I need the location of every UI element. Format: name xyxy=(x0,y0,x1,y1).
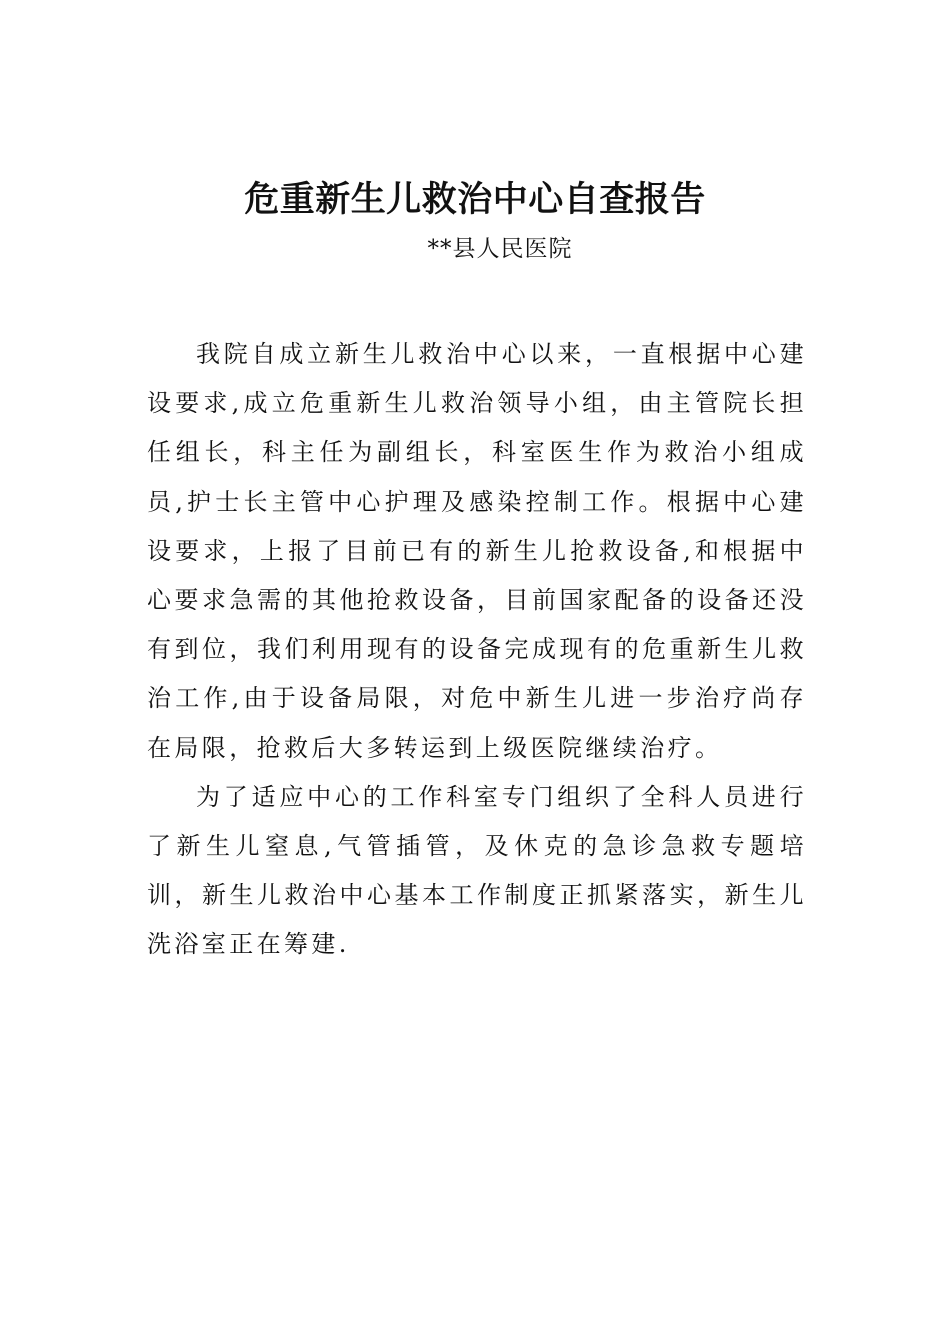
document-subtitle: **县人民医院 xyxy=(427,236,573,262)
document-body xyxy=(147,330,807,970)
body-paragraph-2: 为了适应中心的工作科室专门组织了全科人员进行了新生儿窒息,气管插管，及休克的急诊急救专题培训，新生儿救治中心基本工作制度正抓紧落实，新生儿洗浴室正在筹建. xyxy=(147,782,807,959)
body-paragraph-1: 我院自成立新生儿救治中心以来，一直根据中心建设要求,成立危重新生儿救治领导小组，由主管院长担任组长，科主任为副组长，科室医生作为救治小组成员,护士长主管中心护理及感染控制工作。根据中心建设要求，上报了目前已有的新生儿抢救设备,和根据中心要求急需的其他抢救设备，目前国家配备的设备还没有到位，我们利用现有的设备完成现有的危重新生儿救治工作,由于设备局限，对危中新生儿进一步治疗尚存在局限，抢救后大多转运到上级医院继续治疗。 xyxy=(147,340,807,762)
document-title: 危重新生儿救治中心自查报告 xyxy=(244,180,706,220)
